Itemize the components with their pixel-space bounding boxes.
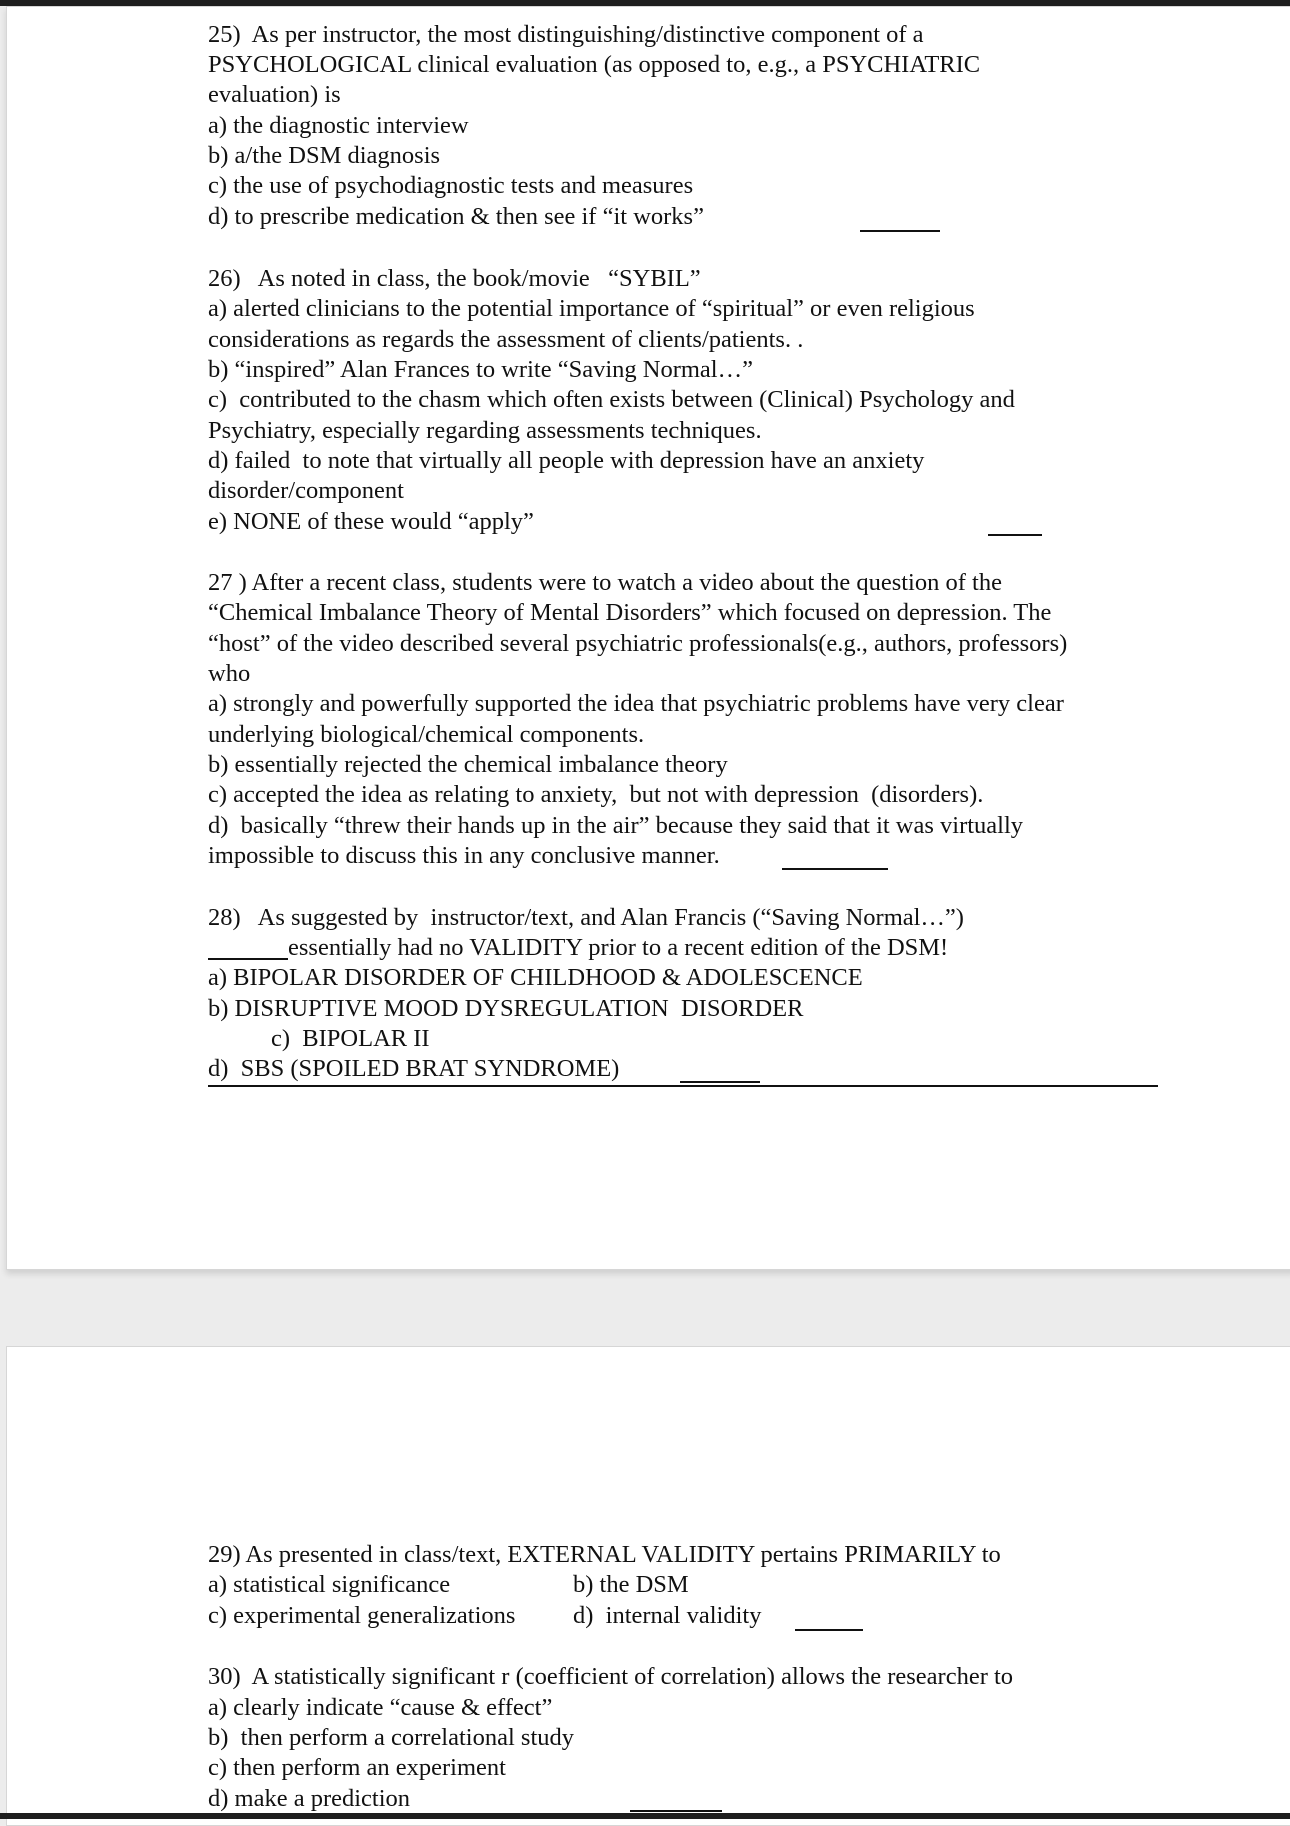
question-27-option-c: c) accepted the idea as relating to anxiety, but not with depression (disorders). [208, 781, 984, 808]
question-26-option-b: b) “inspired” Alan Frances to write “Saving Normal…” [208, 356, 753, 383]
question-27-line-3: “host” of the video described several psychiatric professionals(e.g., authors, professors) [208, 630, 1068, 657]
question-25-option-a: a) the diagnostic interview [208, 112, 469, 139]
answer-blank-27 [782, 868, 888, 870]
question-26-option-a-cont: considerations as regards the assessment of clients/patients. . [208, 326, 804, 353]
question-26-option-c: c) contributed to the chasm which often exists between (Clinical) Psychology and [208, 386, 1015, 413]
question-25-line-1: 25) As per instructor, the most distinguishing/distinctive component of a [208, 21, 924, 48]
question-30-option-a: a) clearly indicate “cause & effect” [208, 1694, 553, 1721]
question-28-option-a: a) BIPOLAR DISORDER OF CHILDHOOD & ADOLESCENCE [208, 964, 863, 991]
question-27-option-a: a) strongly and powerfully supported the idea that psychiatric problems have very clear [208, 690, 1064, 717]
question-27-option-d-cont: impossible to discuss this in any conclusive manner. [208, 842, 720, 869]
question-26-option-d-cont: disorder/component [208, 477, 404, 504]
answer-blank-26 [988, 534, 1042, 536]
question-28-option-d: d) SBS (SPOILED BRAT SYNDROME) [208, 1055, 620, 1082]
question-30-option-b: b) then perform a correlational study [208, 1724, 575, 1751]
question-27-line-1: 27 ) After a recent class, students were to watch a video about the question of the [208, 569, 1002, 596]
question-30-option-c: c) then perform an experiment [208, 1754, 506, 1781]
question-26-option-e: e) NONE of these would “apply” [208, 508, 534, 535]
question-26-line-1: 26) As noted in class, the book/movie “SYBIL” [208, 265, 701, 292]
question-26-option-a: a) alerted clinicians to the potential importance of “spiritual” or even religious [208, 295, 975, 322]
question-27-line-2: “Chemical Imbalance Theory of Mental Disorders” which focused on depression. The [208, 599, 1052, 626]
question-26-option-d: d) failed to note that virtually all people with depression have an anxiety [208, 447, 925, 474]
question-29-option-a: a) statistical significance [208, 1571, 451, 1598]
question-28-line-2: essentially had no VALIDITY prior to a recent edition of the DSM! [288, 934, 949, 961]
question-25-option-b: b) a/the DSM diagnosis [208, 142, 441, 169]
question-25-option-d: d) to prescribe medication & then see if “it works” [208, 203, 704, 230]
question-27-line-4: who [208, 660, 251, 687]
question-25-line-2: PSYCHOLOGICAL clinical evaluation (as opposed to, e.g., a PSYCHIATRIC [208, 51, 981, 78]
bottom-edge-bar [0, 1813, 1290, 1819]
question-25-option-c: c) the use of psychodiagnostic tests and measures [208, 172, 694, 199]
question-29-option-c: c) experimental generalizations [208, 1602, 516, 1629]
question-29-line-1: 29) As presented in class/text, EXTERNAL VALIDITY pertains PRIMARILY to [208, 1541, 1001, 1568]
answer-blank-30 [630, 1810, 722, 1812]
question-26-option-c-cont: Psychiatry, especially regarding assessments techniques. [208, 417, 762, 444]
question-27-option-d: d) basically “threw their hands up in the air” because they said that it was virtually [208, 812, 1024, 839]
horizontal-rule [208, 1085, 1158, 1087]
answer-blank-29 [795, 1629, 863, 1631]
question-30-option-d: d) make a prediction [208, 1785, 411, 1812]
question-25-line-3: evaluation) is [208, 81, 341, 108]
question-30-line-1: 30) A statistically significant r (coefficient of correlation) allows the researcher to [208, 1663, 1014, 1690]
question-29-option-d: d) internal validity [573, 1602, 762, 1629]
question-29-option-b: b) the DSM [573, 1571, 689, 1598]
question-27-option-b: b) essentially rejected the chemical imbalance theory [208, 751, 728, 778]
question-27-option-a-cont: underlying biological/chemical components. [208, 721, 645, 748]
answer-blank-28 [680, 1081, 760, 1083]
answer-blank-25 [860, 230, 940, 232]
question-28-option-c: c) BIPOLAR II [271, 1025, 430, 1052]
inline-blank-28 [208, 958, 288, 960]
question-28-line-1: 28) As suggested by instructor/text, and Alan Francis (“Saving Normal…”) [208, 904, 964, 931]
question-28-option-b: b) DISRUPTIVE MOOD DYSREGULATION DISORDER [208, 995, 804, 1022]
